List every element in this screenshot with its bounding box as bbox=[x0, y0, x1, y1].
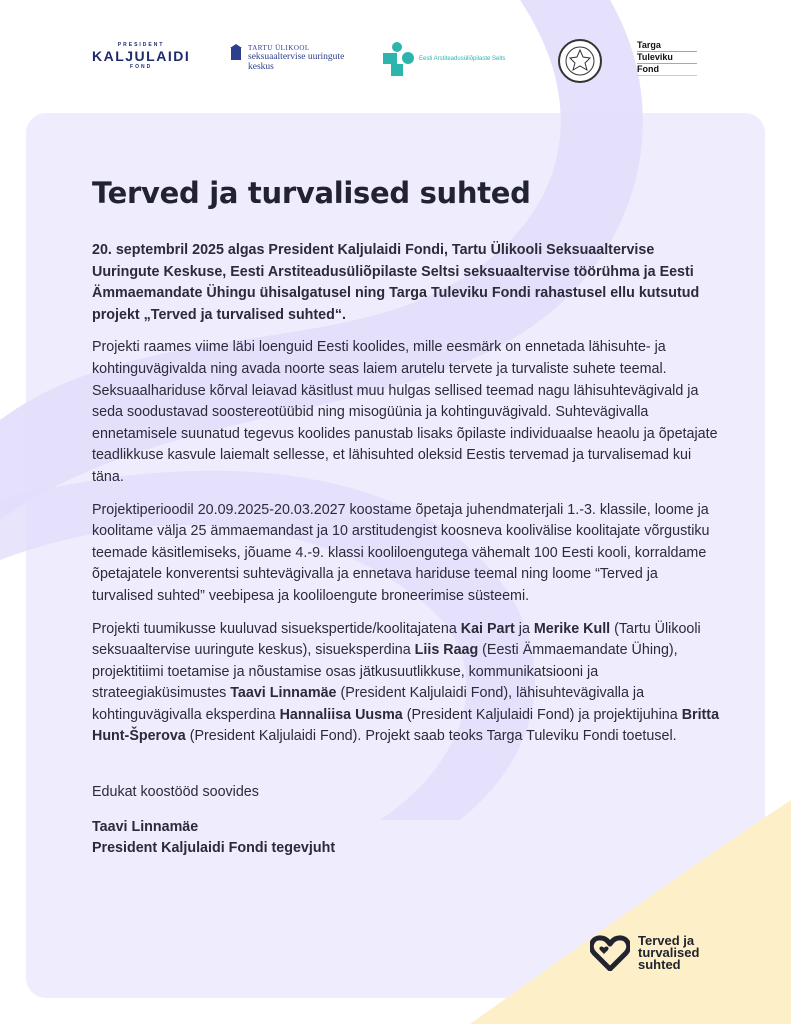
tartu-ulikool-logo bbox=[230, 44, 344, 72]
targa-tuleviku-fond-logo bbox=[637, 40, 697, 76]
heart-icon bbox=[590, 935, 630, 971]
logo-text: PRESIDENT bbox=[117, 42, 165, 48]
signature-name: Taavi Linnamäe bbox=[92, 818, 199, 835]
text-segment: Projektiperioodil 20.09.2025-20.03.2027 koostame õpetaja juhendmaterjali 1.-3. klassile, loome ja koolitame välja 25 ämmaemandast ja 10 arstitudengist koosneva koolivälise koolitajate võrgustiku teemade käsitlemiseks, jõuame 4.-9. klassi kooliloengutega vähemalt 100 Eesti kooli, korraldame õpetajatele konverentsi suhtevägivalla ja ennetava hariduse teemal ning loome “Terved ja turvalised suhted” veebipesa ja kooliloengute broneerimise süsteemi. bbox=[92, 501, 710, 604]
person-name: Britta Hunt-Šperova bbox=[92, 706, 720, 745]
logo-text: KALJULAIDI bbox=[92, 48, 191, 64]
paragraph bbox=[92, 619, 722, 749]
person-name: Merike Kull bbox=[533, 620, 611, 637]
text-segment: (President Kaljulaidi Fond). Projekt saab teoks Targa Tuleviku Fondi toetusel. bbox=[185, 728, 677, 745]
text-segment: (Tartu Ülikooli seksuaaltervise uuringute keskus), sisueksperdina bbox=[92, 620, 701, 659]
logo-text: Fond bbox=[637, 64, 697, 76]
signature-role: President Kaljulaidi Fondi tegevjuht bbox=[92, 840, 336, 857]
eas-logo bbox=[383, 42, 505, 76]
text-segment: (Eesti Ämmaemandate Ühing), projektitiimi toetamise ja nõustamise osas jätkusuutlikkuse, kommunikatsiooni ja strateegiaküsimustes bbox=[92, 642, 678, 702]
text-segment: Projekti raames viime läbi loenguid Eesti koolides, mille eesmärk on ennetada lähisuhte- ja kohtinguvägivalda ning avada noorte seas laiem arutelu tervete ja turvaliste suhete teemal. Seksuaalhariduse kõrval leiavad käsitlust muu hulgas sellised teemad nagu lähisuhtevägivald ja seda soodustavad soostereotüübid ning misogüünia ja kohtinguvägivald. Suhtevägivalla ennetamisele suunatud tegevus koolides panustab lisaks õpilaste individuaalse heaolu ja õpetajate teadlikkuse kasvule laiemalt sellesse, et lähisuhted oleksid Eestis tervemad ja turvalisemad kui täna. bbox=[92, 339, 718, 485]
partner-logos bbox=[0, 30, 791, 90]
cross-figure-icon bbox=[383, 42, 415, 76]
closing: Edukat koostööd soovides bbox=[92, 784, 259, 801]
logo-text: FOND bbox=[130, 64, 153, 70]
logo-text: Eesti Arstiteadusüliõpilaste Selts bbox=[419, 56, 506, 62]
person-name: Taavi Linnamäe bbox=[230, 685, 337, 702]
paragraph bbox=[92, 500, 722, 608]
text-segment: (President Kaljulaidi Fond) ja projektijuhina bbox=[402, 706, 682, 723]
logo-text: Targa bbox=[637, 40, 697, 52]
logo-text: keskus bbox=[248, 62, 274, 72]
emmaemandate-uhing-seal bbox=[557, 38, 603, 84]
signature bbox=[92, 817, 722, 860]
text-segment: ja bbox=[514, 620, 534, 637]
university-building-icon bbox=[230, 44, 242, 64]
text-segment: Projekti tuumikusse kuuluvad sisuekspertide/koolitajatena bbox=[92, 620, 461, 637]
logo-text: TARTU ÜLIKOOL bbox=[248, 44, 310, 52]
project-logo bbox=[590, 935, 718, 971]
text-segment: 20. septembril 2025 algas President Kaljulaidi Fondi, Tartu Ülikooli Seksuaaltervise Uuringute Keskuse, Eesti Arstiteadusüliõpilaste Seltsi seksuaaltervise töörühma ja Eesti Ämmaemandate Ühingu ühisalgatusel ning Targa Tuleviku Fondi rahastusel ellu kutsutud projekt „Terved ja turvalised suhted“. bbox=[92, 242, 700, 323]
kaljulaidi-fond-logo bbox=[92, 42, 190, 70]
project-logo-text: Terved ja turvalised suhted bbox=[638, 933, 700, 972]
person-name: Liis Raag bbox=[414, 642, 479, 659]
person-name: Hannaliisa Uusma bbox=[279, 706, 403, 723]
person-name: Kai Part bbox=[460, 620, 515, 637]
letter-body bbox=[92, 176, 722, 871]
seal-icon bbox=[557, 38, 603, 84]
text-segment: (President Kaljulaidi Fond), lähisuhtevägivalla ja kohtinguvägivalla eksperdina bbox=[92, 685, 645, 723]
intro-paragraph bbox=[92, 240, 722, 326]
paragraph bbox=[92, 337, 722, 488]
page-title: Terved ja turvalised suhted bbox=[92, 176, 531, 210]
logo-text: Tuleviku bbox=[637, 52, 697, 64]
logo-text: seksuaaltervise uuringute bbox=[248, 52, 345, 62]
